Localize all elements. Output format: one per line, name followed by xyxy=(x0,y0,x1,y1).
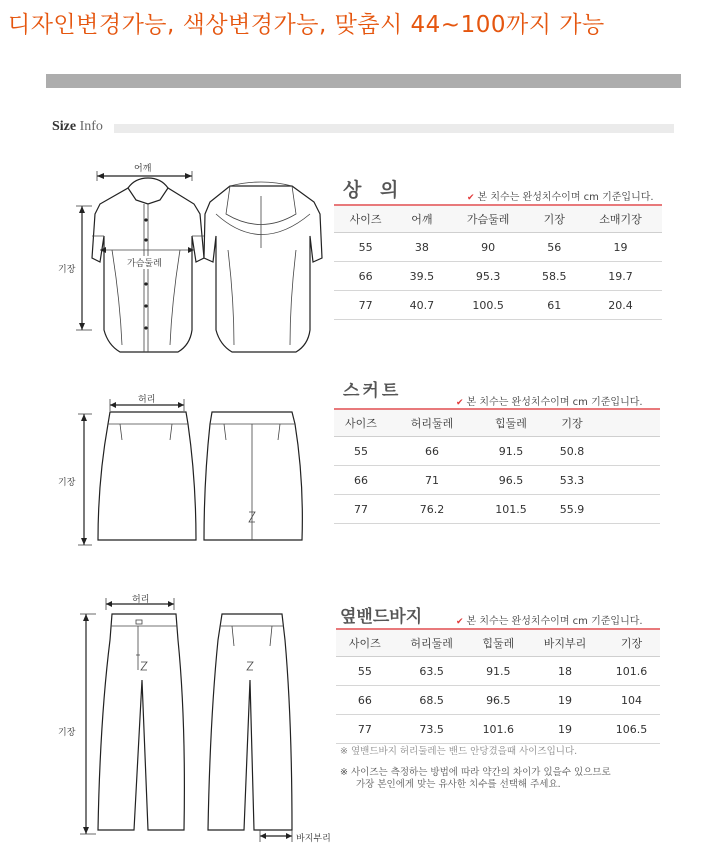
table-row xyxy=(336,657,660,686)
table-cell: 19 xyxy=(527,715,603,744)
table-cell: 19 xyxy=(527,686,603,715)
column-header: 허리둘레 xyxy=(394,629,470,657)
length-label-top: 기장 xyxy=(58,265,76,275)
table-cell: 50.8 xyxy=(546,437,598,466)
table-cell: 19 xyxy=(579,233,662,262)
skirt-section-title: 스커트 xyxy=(343,381,402,401)
table-cell: 95.3 xyxy=(447,262,530,291)
table-cell: 77 xyxy=(334,291,397,320)
chest-label: 가슴둘레 xyxy=(127,256,162,269)
table-cell: 96.5 xyxy=(476,466,546,495)
table-cell: 73.5 xyxy=(394,715,470,744)
column-header: 바지부리 xyxy=(527,629,603,657)
column-header: 기장 xyxy=(546,409,598,437)
column-header: 기장 xyxy=(603,629,660,657)
table-cell: 19.7 xyxy=(579,262,662,291)
table-cell: 63.5 xyxy=(394,657,470,686)
table-cell: 104 xyxy=(603,686,660,715)
waist-label-pants: 허리 xyxy=(132,595,150,605)
column-header: 사이즈 xyxy=(334,409,388,437)
column-header: 힙둘레 xyxy=(469,629,527,657)
table-cell: 39.5 xyxy=(397,262,446,291)
table-cell: 55 xyxy=(336,657,394,686)
column-header: 가슴둘레 xyxy=(447,205,530,233)
column-header: 소매기장 xyxy=(579,205,662,233)
table-cell: 76.2 xyxy=(388,495,476,524)
table-cell: 61 xyxy=(530,291,579,320)
size-info-bold: Size xyxy=(52,119,77,134)
pants-footnote-measure: ※ 사이즈는 측정하는 방법에 따라 약간의 차이가 있을수 있으므로 xyxy=(340,767,611,778)
column-header: 사이즈 xyxy=(334,205,397,233)
table-header-row xyxy=(336,629,660,657)
pants-note xyxy=(456,612,643,627)
table-cell: 18 xyxy=(527,657,603,686)
table-row xyxy=(336,686,660,715)
check-icon: ✔ xyxy=(456,398,464,408)
size-info-light: Info xyxy=(79,119,103,134)
table-cell: 55.9 xyxy=(546,495,598,524)
table-cell: 91.5 xyxy=(476,437,546,466)
table-cell: 68.5 xyxy=(394,686,470,715)
column-header: 어깨 xyxy=(397,205,446,233)
table-cell: 66 xyxy=(388,437,476,466)
length-label-skirt: 기장 xyxy=(58,478,76,488)
headline: 디자인변경가능, 색상변경가능, 맞춤시 44~100까지 가능 xyxy=(8,12,605,38)
table-cell: 38 xyxy=(397,233,446,262)
waist-label-skirt: 허리 xyxy=(138,395,156,405)
table-cell: 56 xyxy=(530,233,579,262)
table-cell: 106.5 xyxy=(603,715,660,744)
table-cell: 66 xyxy=(334,466,388,495)
table-cell: 96.5 xyxy=(469,686,527,715)
table-cell: 77 xyxy=(336,715,394,744)
table-cell: 66 xyxy=(336,686,394,715)
table-cell: 101.6 xyxy=(469,715,527,744)
pants-footnote-band: ※ 옆밴드바지 허리둘레는 밴드 안당겼을때 사이즈입니다. xyxy=(340,746,578,757)
pants-size-table xyxy=(336,628,660,744)
table-cell: 66 xyxy=(334,262,397,291)
pants-footnote-select: 가장 본인에게 맞는 유사한 치수를 선택해 주세요. xyxy=(356,779,561,790)
table-cell: 58.5 xyxy=(530,262,579,291)
table-cell: 53.3 xyxy=(546,466,598,495)
table-cell: 101.5 xyxy=(476,495,546,524)
table-cell: 20.4 xyxy=(579,291,662,320)
pants-section-title: 옆밴드바지 xyxy=(340,607,423,627)
top-note-text: 본 치수는 완성치수이며 cm 기준입니다. xyxy=(477,192,654,203)
column-header: 힙둘레 xyxy=(476,409,546,437)
shoulder-label: 어깨 xyxy=(134,164,152,174)
table-cell: 71 xyxy=(388,466,476,495)
table-cell: 90 xyxy=(447,233,530,262)
hem-label: 바지부리 xyxy=(296,834,331,844)
top-section-title: 상 의 xyxy=(343,179,405,201)
table-row xyxy=(336,715,660,744)
table-cell: 100.5 xyxy=(447,291,530,320)
check-icon: ✔ xyxy=(456,617,464,627)
table-cell: 101.6 xyxy=(603,657,660,686)
pants-note-text: 본 치수는 완성치수이며 cm 기준입니다. xyxy=(466,616,643,627)
table-cell: 91.5 xyxy=(469,657,527,686)
column-header: 기장 xyxy=(530,205,579,233)
table-cell: 55 xyxy=(334,233,397,262)
length-label-pants: 기장 xyxy=(58,728,76,738)
check-icon: ✔ xyxy=(467,193,475,203)
column-header: 허리둘레 xyxy=(388,409,476,437)
table-cell: 40.7 xyxy=(397,291,446,320)
table-cell: 77 xyxy=(334,495,388,524)
column-header: 사이즈 xyxy=(336,629,394,657)
skirt-note-text: 본 치수는 완성치수이며 cm 기준입니다. xyxy=(466,397,643,408)
table-cell: 55 xyxy=(334,437,388,466)
